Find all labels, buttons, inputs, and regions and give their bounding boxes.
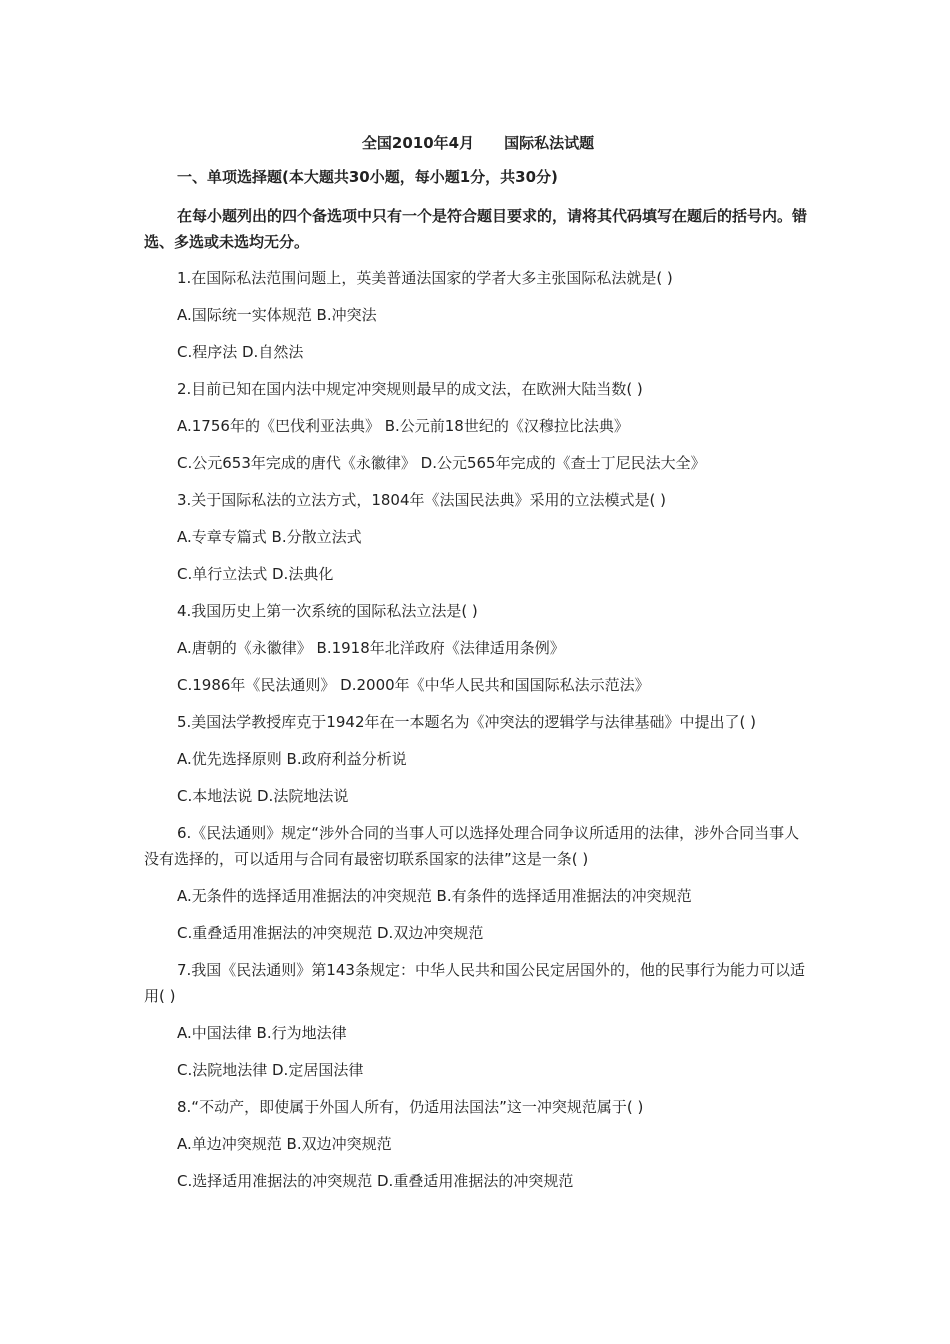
question-5-options-ab: A.优先选择原则 B.政府利益分析说: [177, 750, 407, 768]
question-2: 2.目前已知在国内法中规定冲突规则最早的成文法，在欧洲大陆当数( ): [177, 380, 643, 398]
question-8: 8.“不动产，即使属于外国人所有，仍适用法国法”这一冲突规范属于( ): [177, 1098, 644, 1116]
question-1-options-ab: A.国际统一实体规范 B.冲突法: [177, 306, 377, 324]
question-7: 7.我国《民法通则》第143条规定：中华人民共和国公民定居国外的，他的民事行为能力可以适用( ): [144, 961, 805, 1005]
question-4: 4.我国历史上第一次系统的国际私法立法是( ): [177, 602, 478, 620]
question-3: 3.关于国际私法的立法方式，1804年《法国民法典》采用的立法模式是( ): [177, 491, 666, 509]
question-5: 5.美国法学教授库克于1942年在一本题名为《冲突法的逻辑学与法律基础》中提出了( ): [177, 713, 756, 731]
question-8-options-ab: A.单边冲突规范 B.双边冲突规范: [177, 1135, 392, 1153]
question-6-options-cd: C.重叠适用准据法的冲突规范 D.双边冲突规范: [177, 924, 484, 942]
question-7-options-cd: C.法院地法律 D.定居国法律: [177, 1061, 364, 1079]
question-7-options-ab: A.中国法律 B.行为地法律: [177, 1024, 347, 1042]
instruction-text: 在每小题列出的四个备选项中只有一个是符合题目要求的，请将其代码填写在题后的括号内。错选、多选或未选均无分。: [144, 207, 808, 251]
question-4-options-cd: C.1986年《民法通则》 D.2000年《中华人民共和国国际私法示范法》: [177, 676, 650, 694]
page-title: 全国2010年4月 国际私法试题: [361, 134, 595, 152]
question-6-options-ab: A.无条件的选择适用准据法的冲突规范 B.有条件的选择适用准据法的冲突规范: [177, 887, 692, 905]
question-2-options-ab: A.1756年的《巴伐利亚法典》 B.公元前18世纪的《汉穆拉比法典》: [177, 417, 629, 435]
question-3-options-cd: C.单行立法式 D.法典化: [177, 565, 334, 583]
question-1-options-cd: C.程序法 D.自然法: [177, 343, 304, 361]
exam-page: [144, 132, 812, 1205]
question-3-options-ab: A.专章专篇式 B.分散立法式: [177, 528, 362, 546]
question-6: 6.《民法通则》规定“涉外合同的当事人可以选择处理合同争议所适用的法律，涉外合同当事人没有选择的，可以适用与合同有最密切联系国家的法律”这是一条( ): [144, 824, 800, 868]
question-8-options-cd: C.选择适用准据法的冲突规范 D.重叠适用准据法的冲突规范: [177, 1172, 574, 1190]
question-2-options-cd: C.公元653年完成的唐代《永徽律》 D.公元565年完成的《查士丁尼民法大全》: [177, 454, 706, 472]
section-heading: 一、单项选择题(本大题共30小题，每小题1分，共30分): [177, 168, 558, 186]
question-1: 1.在国际私法范围问题上，英美普通法国家的学者大多主张国际私法就是( ): [177, 269, 673, 287]
question-5-options-cd: C.本地法说 D.法院地法说: [177, 787, 349, 805]
question-4-options-ab: A.唐朝的《永徽律》 B.1918年北洋政府《法律适用条例》: [177, 639, 565, 657]
